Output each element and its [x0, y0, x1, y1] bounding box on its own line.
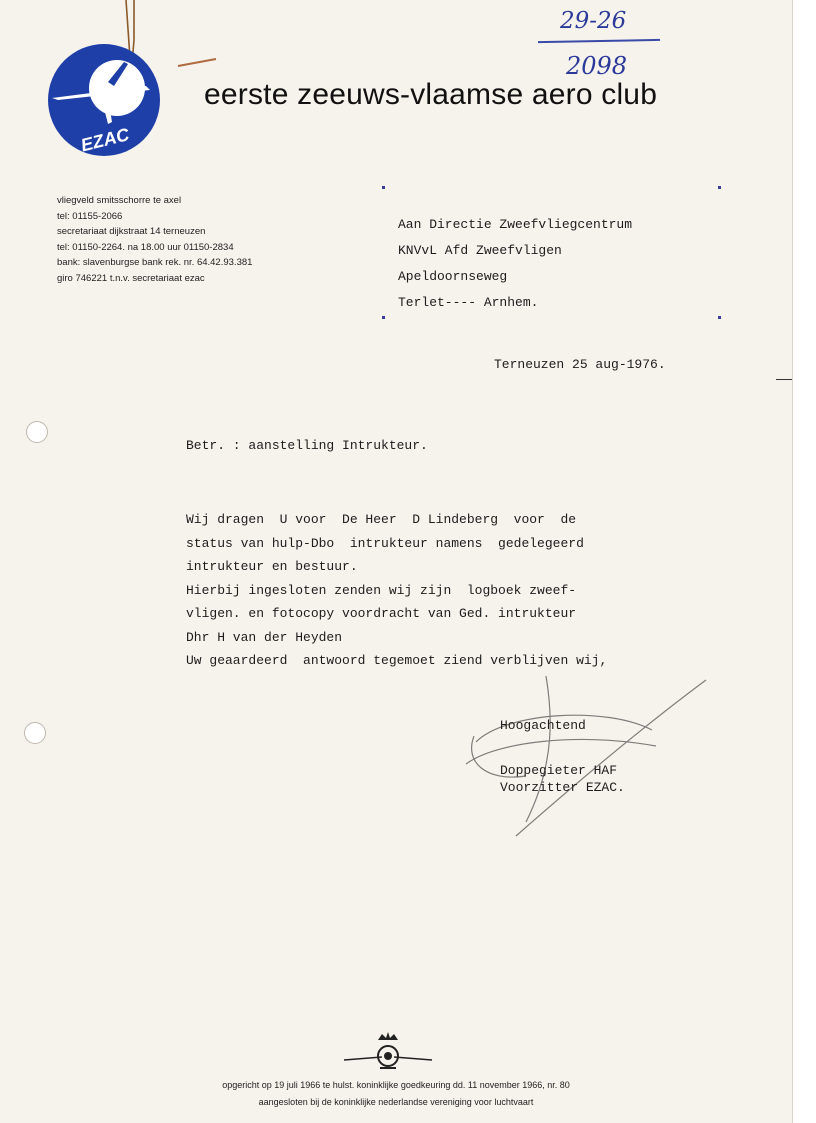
handwritten-reference: 29-26: [560, 8, 627, 34]
royal-crest-icon: [340, 1030, 436, 1074]
window-corner-mark: [718, 186, 721, 189]
staple-icon: [176, 56, 220, 68]
date-line: Terneuzen 25 aug-1976.: [494, 357, 666, 372]
letterhead-line: tel: 01155-2066: [57, 210, 123, 222]
signer-block: [500, 762, 625, 796]
body-line: Wij dragen U voor De Heer D Lindeberg voor de: [186, 512, 577, 527]
body-line: vligen. en fotocopy voordracht van Ged. intrukteur: [186, 606, 577, 621]
ezac-logo: [46, 42, 162, 158]
letterhead-details: [57, 193, 252, 286]
punch-hole: [26, 421, 48, 443]
body-line: Hierbij ingesloten zenden wij zijn logboek zweef-: [186, 582, 577, 598]
window-corner-mark: [382, 186, 385, 189]
footer-affiliation-line: aangesloten bij de koninklijke nederlandse vereniging voor luchtvaart: [258, 1097, 534, 1107]
body-line: Dhr H van der Heyden: [186, 629, 343, 645]
letterhead-line: tel: 01150-2264. na 18.00 uur 01150-2834: [57, 241, 234, 253]
body-line: status van hulp-Dbo intrukteur namens gedelegeerd: [186, 535, 584, 551]
address-line: Apeldoornseweg: [398, 269, 508, 284]
body-line: intrukteur en bestuur.: [186, 559, 358, 574]
org-name: eerste zeeuws-vlaamse aero club: [204, 78, 658, 111]
closing-salutation: Hoogachtend: [500, 718, 586, 733]
letterhead-line: secretariaat dijkstraat 14 terneuzen: [57, 226, 206, 237]
signer-title: Voorzitter EZAC.: [500, 780, 625, 795]
signature: [456, 672, 726, 842]
signer-name: Doppegieter HAF: [500, 763, 618, 778]
address-line: KNVvL Afd Zweefvligen: [398, 243, 562, 258]
handwritten-number: 2098: [566, 52, 628, 80]
footer-founding-line: opgericht op 19 juli 1966 te hulst. koninklijke goedkeuring dd. 11 november 1966, nr. 80: [222, 1080, 570, 1090]
subject-line: Betr. : aanstelling Intrukteur.: [186, 438, 428, 453]
body-line: Uw geaardeerd antwoord tegemoet ziend verblijven wij,: [186, 653, 608, 668]
letterhead-line: bank: slavenburgse bank rek. nr. 64.42.93.381: [57, 257, 253, 268]
punch-hole: [24, 722, 46, 744]
address-line: Terlet---- Arnhem.: [398, 295, 539, 310]
letterhead-line: giro 746221 t.n.v. secretariaat ezac: [57, 272, 205, 284]
scan-margin: [792, 0, 816, 1123]
window-corner-mark: [718, 316, 721, 319]
recipient-address: [398, 212, 632, 316]
address-line: Aan Directie Zweefvliegcentrum: [398, 217, 633, 232]
window-corner-mark: [382, 316, 385, 319]
handwritten-underline: [538, 39, 660, 43]
svg-text:EZAC: EZAC: [78, 124, 132, 156]
fold-mark: [776, 379, 792, 380]
letter-body: [186, 508, 607, 673]
letterhead-line: vliegveld smitsschorre te axel: [57, 195, 182, 206]
